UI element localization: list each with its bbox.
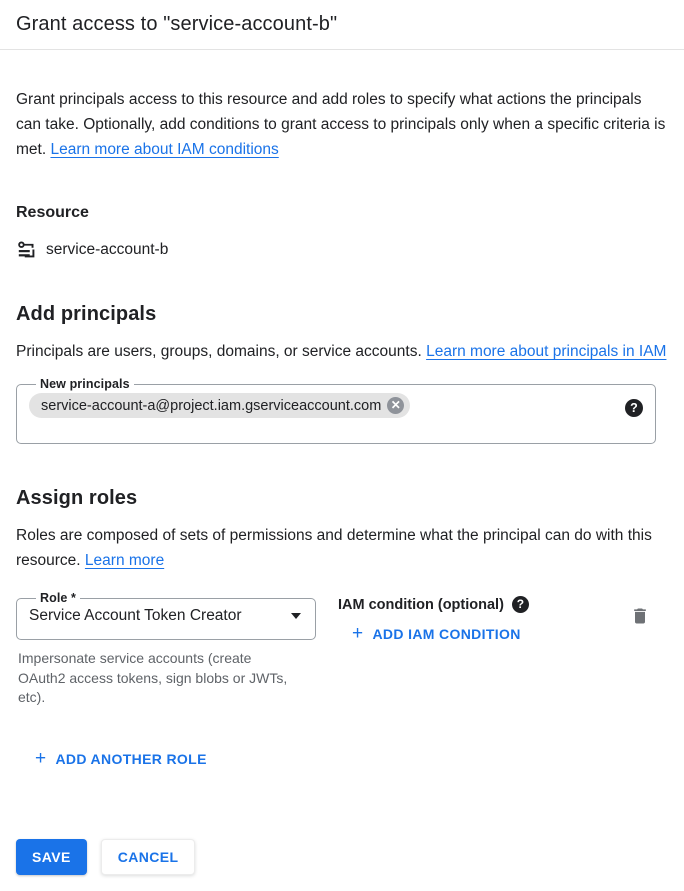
role-selected-value: Service Account Token Creator (29, 607, 242, 624)
resource-heading: Resource (16, 204, 89, 221)
iam-conditions-link[interactable]: Learn more about IAM conditions (50, 141, 279, 158)
add-iam-condition-button[interactable] (344, 620, 529, 648)
principals-text: Principals are users, groups, domains, or service accounts. (16, 343, 427, 360)
roles-description (16, 523, 668, 573)
dialog-content (0, 87, 684, 773)
intro-text: Grant principals access to this resource and add roles to specify what actions the principals can take. Optionally, add conditions to grant access to principals only when a specific criteria is met. (16, 91, 666, 158)
save-button[interactable]: SAVE (16, 839, 87, 875)
page-title: Grant access to "service-account-b" (16, 13, 338, 35)
service-account-icon (16, 239, 37, 260)
role-column (16, 591, 316, 708)
chip-remove-icon[interactable]: ✕ (387, 397, 404, 414)
iam-condition-column (338, 591, 628, 648)
resource-row (16, 239, 668, 260)
principal-chip (29, 393, 410, 418)
delete-role-button[interactable] (628, 604, 652, 628)
new-principals-field[interactable] (16, 377, 656, 444)
intro-paragraph (16, 87, 668, 162)
cancel-button[interactable]: CANCEL (101, 839, 196, 875)
dialog-actions (16, 839, 195, 875)
add-role-row (16, 745, 668, 773)
new-principals-label: New principals (40, 377, 130, 391)
chevron-down-icon (291, 613, 301, 619)
role-row (16, 591, 668, 708)
principals-learn-more-link[interactable]: Learn more about principals in IAM (426, 343, 667, 360)
role-helper-text: Impersonate service accounts (create OAuth2 access tokens, sign blobs or JWTs, etc). (18, 650, 288, 705)
add-principals-heading: Add principals (16, 303, 157, 325)
roles-learn-more-link[interactable]: Learn more (84, 552, 165, 569)
trash-icon (630, 606, 650, 626)
iam-condition-label: IAM condition (optional) (338, 596, 504, 613)
principal-chip-text: service-account-a@project.iam.gserviceaccount.com (41, 397, 382, 414)
role-label: Role * (40, 591, 77, 605)
dialog-header (0, 0, 684, 50)
roles-text: Roles are composed of sets of permissions and determine what the principal can do with this resource. (16, 527, 652, 569)
add-iam-condition-label: ADD IAM CONDITION (372, 626, 521, 642)
principals-help-icon[interactable]: ? (625, 399, 643, 417)
iam-condition-help-icon[interactable]: ? (512, 596, 529, 613)
assign-roles-heading: Assign roles (16, 487, 138, 509)
resource-name: service-account-b (46, 240, 169, 258)
add-another-role-button[interactable] (27, 745, 215, 773)
role-select[interactable] (16, 591, 316, 640)
plus-icon: + (352, 623, 364, 644)
principals-description (16, 339, 668, 364)
plus-icon: + (35, 747, 47, 769)
add-another-role-label: ADD ANOTHER ROLE (55, 750, 207, 767)
